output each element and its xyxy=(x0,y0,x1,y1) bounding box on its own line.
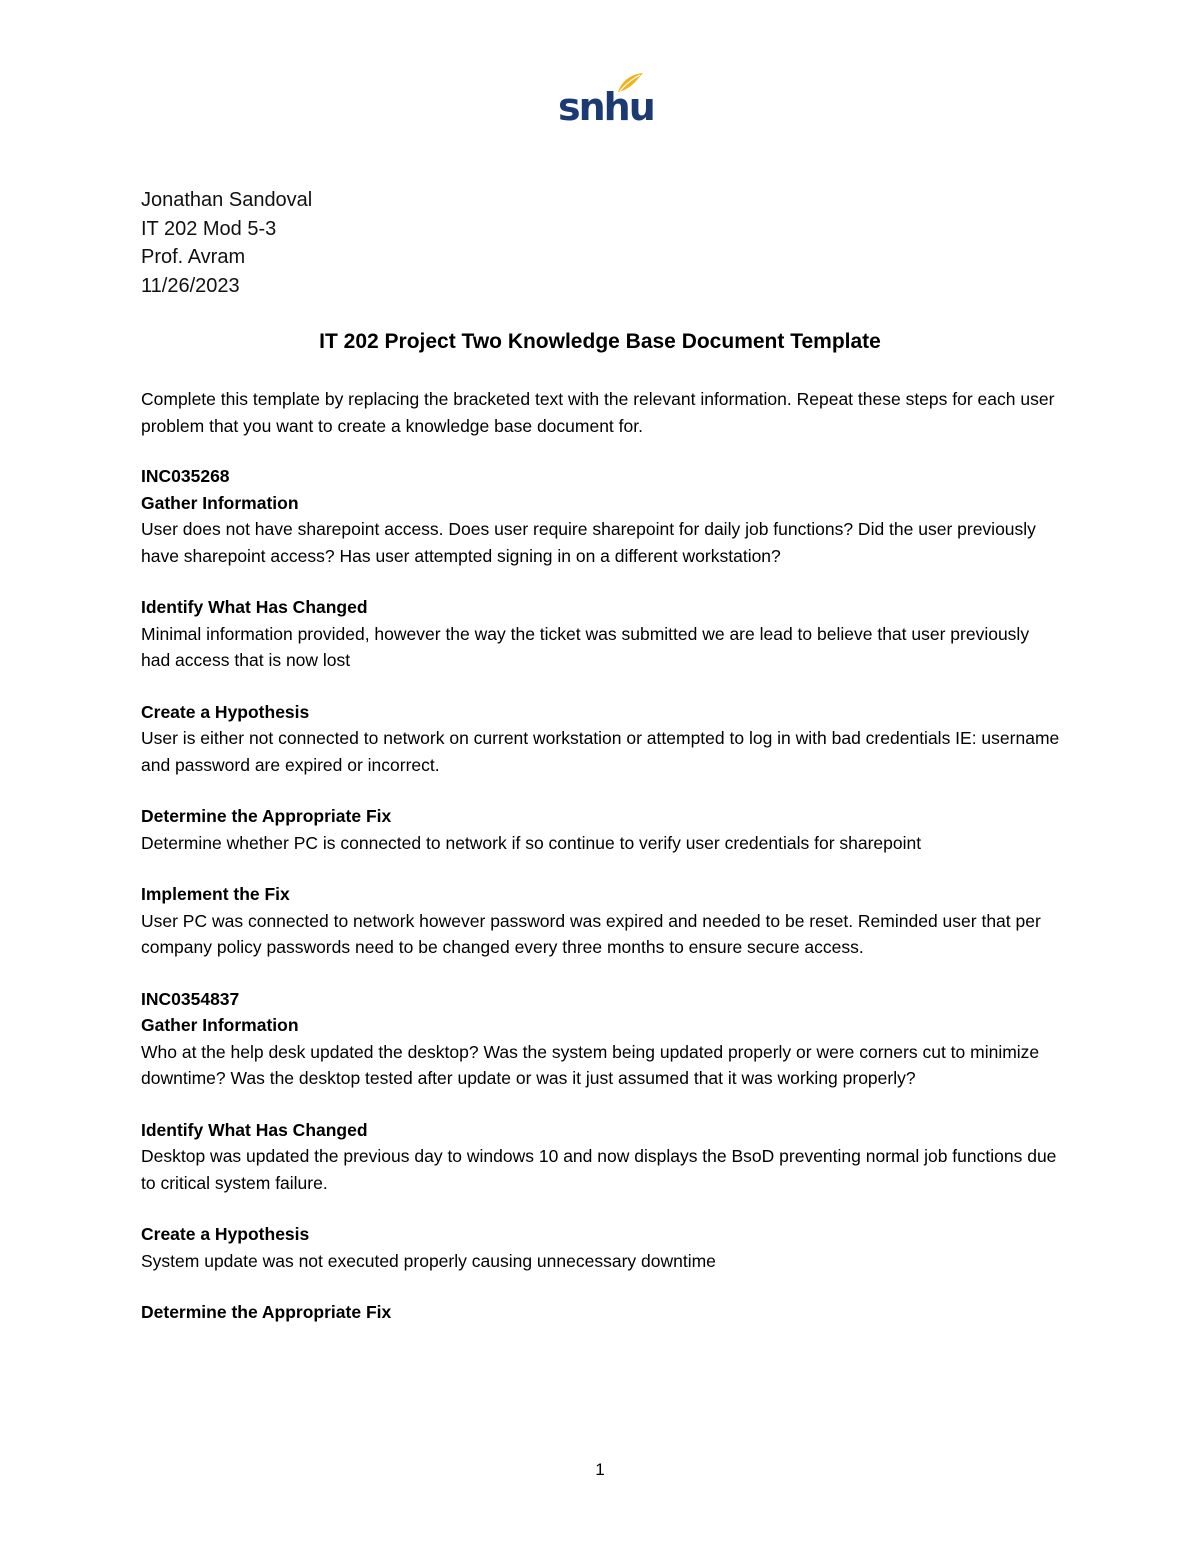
section-text: User PC was connected to network however password was expired and needed to be reset. Reminded user that per company policy passwords need to be changed every three months to ensure secure access. xyxy=(141,910,1041,957)
section-heading: Gather Information xyxy=(141,1015,299,1035)
snhu-logo xyxy=(556,72,654,134)
section-text: Minimal information provided, however the way the ticket was submitted we are lead to believe that user previously had access that is now lost xyxy=(141,623,1030,670)
section-heading: Determine the Appropriate Fix xyxy=(141,806,392,826)
intro-paragraph: Complete this template by replacing the bracketed text with the relevant information. Repeat these steps for each user problem that you want to create a knowledge base document for. xyxy=(141,389,1055,436)
section-text: Desktop was updated the previous day to windows 10 and now displays the BsoD preventing normal job functions due to critical system failure. xyxy=(141,1146,1057,1193)
section-text: User does not have sharepoint access. Does user require sharepoint for daily job functions? Did the user previously have sharepoint access? Has user attempted signing in on a different workstation? xyxy=(141,519,1036,566)
section-heading: Create a Hypothesis xyxy=(141,1224,310,1244)
document-title: IT 202 Project Two Knowledge Base Document Template xyxy=(319,330,881,353)
section-heading: Identify What Has Changed xyxy=(141,597,368,617)
section-heading: Implement the Fix xyxy=(141,884,290,904)
author-header xyxy=(141,186,312,300)
incident-content xyxy=(141,463,1061,1326)
section-text: User is either not connected to network on current workstation or attempted to log in with bad credentials IE: username and password are expired or incorrect. xyxy=(141,728,1060,775)
course-name: IT 202 Mod 5-3 xyxy=(141,217,277,240)
section-heading: Determine the Appropriate Fix xyxy=(141,1302,392,1322)
section-text: Determine whether PC is connected to network if so continue to verify user credentials for sharepoint xyxy=(141,832,922,853)
incident-id: INC035268 xyxy=(141,466,230,486)
logo-text: snhu xyxy=(558,85,654,129)
section-heading: Identify What Has Changed xyxy=(141,1119,368,1140)
professor-name: Prof. Avram xyxy=(141,246,246,268)
section-text: Who at the help desk updated the desktop? Was the system being updated properly or were corners cut to minimize downtime? Was the desktop tested after update or was it just assumed that it was working properly? xyxy=(141,1041,1040,1088)
incident-id: INC0354837 xyxy=(141,988,240,1009)
section-heading: Create a Hypothesis xyxy=(141,701,310,722)
section-heading: Gather Information xyxy=(141,492,299,513)
document-date: 11/26/2023 xyxy=(141,274,240,297)
page-number: 1 xyxy=(595,1460,605,1479)
section-text: System update was not executed properly causing unnecessary downtime xyxy=(141,1250,716,1271)
author-name: Jonathan Sandoval xyxy=(141,189,313,211)
